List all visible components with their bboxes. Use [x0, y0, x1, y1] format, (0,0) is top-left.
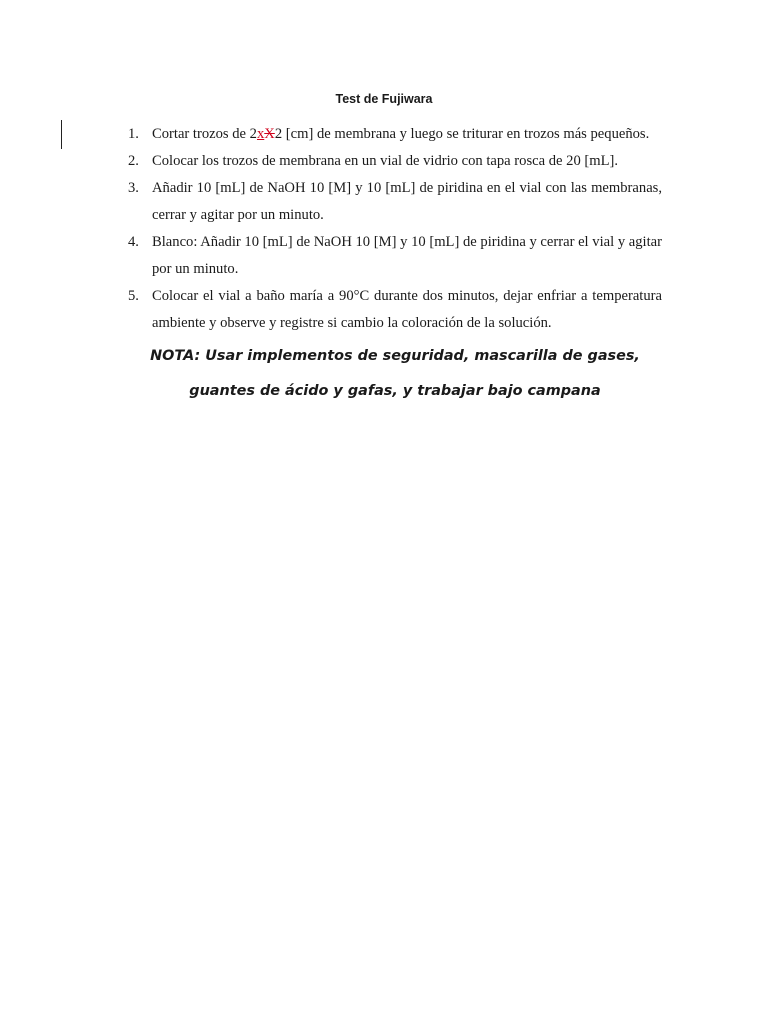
document-title: Test de Fujiwara [335, 92, 433, 106]
step-number: 5. [128, 288, 139, 304]
step-text [152, 126, 649, 142]
list-item-step-1 [128, 121, 662, 148]
change-bar [61, 120, 62, 149]
inserted-text: x [256, 126, 265, 142]
list-item-step-3 [128, 175, 662, 229]
step-text: Blanco: Añadir 10 [mL] de NaOH 10 [M] y 10 [mL] de piridina y cerrar el vial y agitar por un minuto. [152, 234, 662, 277]
list-item-step-5 [128, 283, 662, 337]
list-item-step-4 [128, 229, 662, 283]
step-text: Añadir 10 [mL] de NaOH 10 [M] y 10 [mL] de piridina en el vial con las membranas, cerrar y agitar por un minuto. [152, 180, 662, 223]
step-number: 3. [128, 180, 139, 196]
safety-note: NOTA: Usar implementos de seguridad, mascarilla de gases, guantes de ácido y gafas, y trabajar bajo campana [150, 348, 640, 399]
step-text-after: 2 [cm] de membrana y luego se triturar en trozos más pequeños. [274, 126, 650, 142]
step-number: 4. [128, 234, 139, 250]
step-text: Colocar los trozos de membrana en un vial de vidrio con tapa rosca de 20 [mL]. [152, 153, 619, 169]
procedure-list [128, 121, 662, 337]
deleted-text: X [264, 126, 275, 142]
step-text-before: Cortar trozos de 2 [152, 126, 257, 142]
step-number: 1. [128, 126, 139, 142]
step-number: 2. [128, 153, 139, 169]
list-item-step-2 [128, 148, 662, 175]
step-text: Colocar el vial a baño maría a 90°C durante dos minutos, dejar enfriar a temperatura ambiente y observe y registre si cambio la coloración de la solución. [152, 288, 662, 331]
